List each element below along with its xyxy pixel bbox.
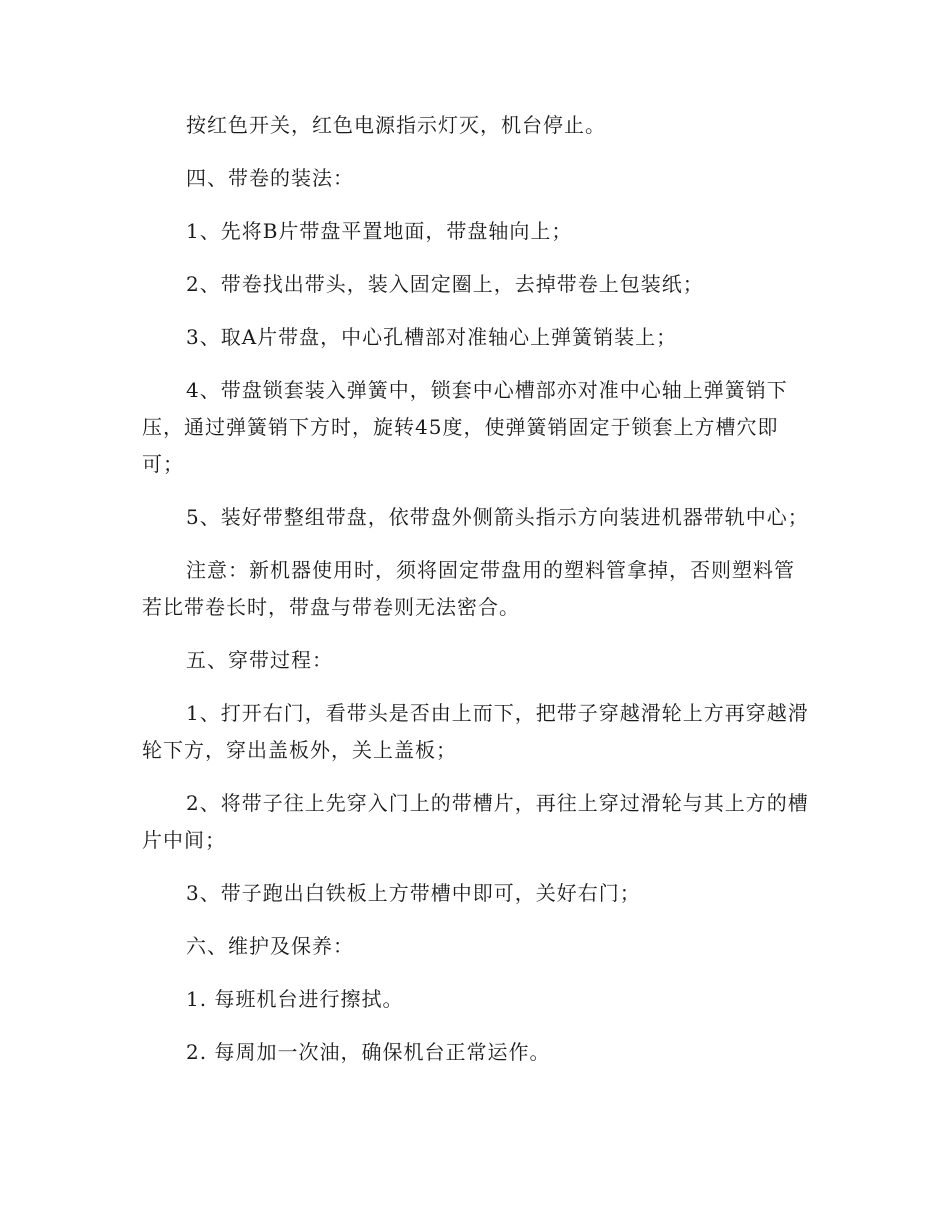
- paragraph-step-2: 2、带卷找出带头，装入固定圈上，去掉带卷上包装纸；: [186, 272, 704, 296]
- paragraph-step-4: 4、带盘锁套装入弹簧中，锁套中心槽部亦对准中心轴上弹簧销下压，通过弹簧销下方时，旋转45度，使弹簧销固定于锁套上方槽穴即可；: [142, 378, 788, 476]
- paragraph-thread-step-1: 1、打开右门，看带头是否由上而下，把带子穿越滑轮上方再穿越滑轮下方，穿出盖板外，关上盖板；: [142, 701, 809, 762]
- section-heading-threading: 五、穿带过程：: [186, 648, 333, 672]
- document-body: [142, 107, 810, 1087]
- paragraph-step-5: 5、装好带整组带盘，依带盘外侧箭头指示方向装进机器带轨中心；: [186, 505, 809, 529]
- section-heading-maintenance: 六、维护及保养：: [186, 934, 354, 958]
- paragraph-red-switch-stop: 按红色开关，红色电源指示灯灭，机台停止。: [186, 113, 606, 137]
- paragraph-thread-step-3: 3、带子跑出白铁板上方带槽中即可，关好右门；: [186, 881, 641, 905]
- section-heading-tape-loading: 四、带卷的装法：: [186, 166, 354, 190]
- paragraph-maintenance-1: 1. 每班机台进行擦拭。: [186, 987, 404, 1011]
- paragraph-thread-step-2: 2、将带子往上先穿入门上的带槽片，再往上穿过滑轮与其上方的槽片中间；: [142, 791, 809, 852]
- paragraph-step-1: 1、先将B片带盘平置地面，带盘轴向上；: [186, 219, 573, 243]
- paragraph-note: 注意：新机器使用时，须将固定带盘用的塑料管拿掉，否则塑料管若比带卷长时，带盘与带卷则无法密合。: [142, 558, 795, 619]
- paragraph-maintenance-2: 2. 每周加一次油，确保机台正常运作。: [186, 1040, 551, 1064]
- paragraph-step-3: 3、取A片带盘，中心孔槽部对准轴心上弹簧销装上；: [186, 325, 678, 349]
